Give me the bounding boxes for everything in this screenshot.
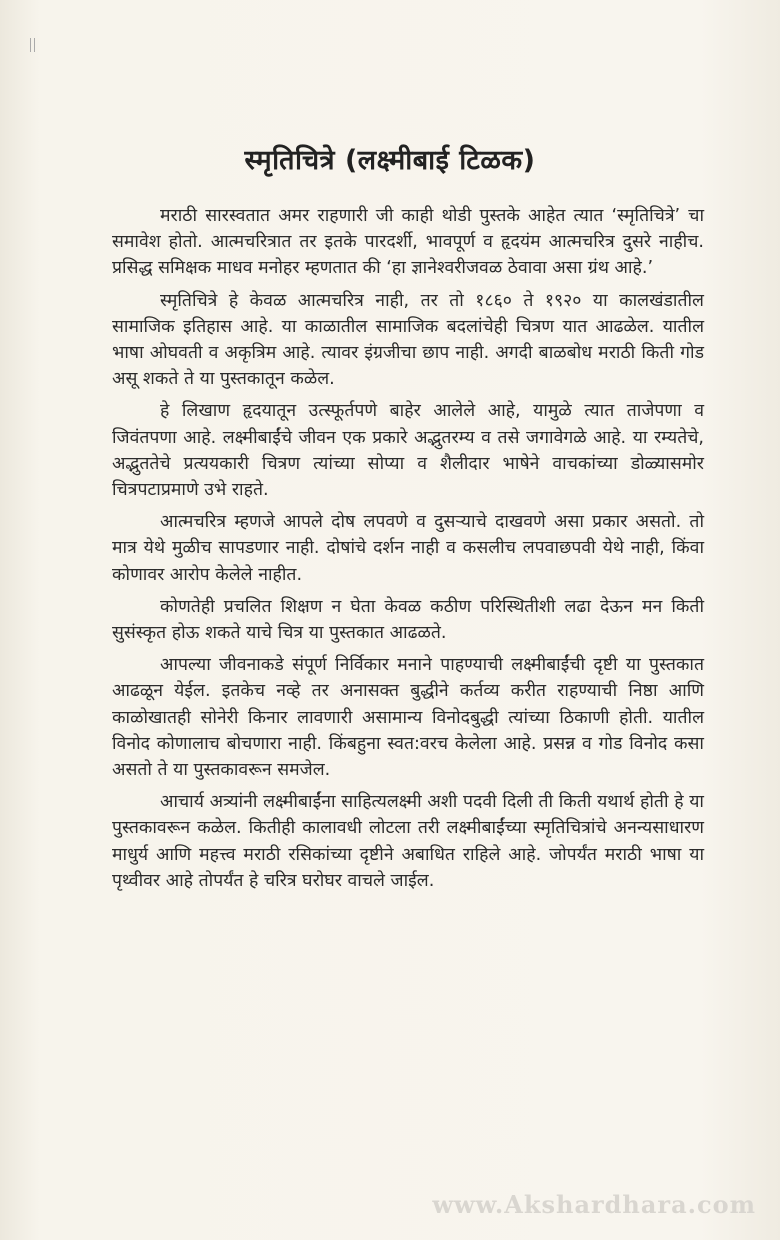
watermark-text: www.Akshardhara.com xyxy=(432,1190,756,1219)
page-mark xyxy=(30,38,35,52)
paragraph-5: कोणतेही प्रचलित शिक्षण न घेता केवळ कठीण परिस्थितीशी लढा देऊन मन किती सुसंस्कृत होऊ शकते याचे चित्र या पुस्तकात आढळते. xyxy=(112,596,704,644)
paragraph-6: आपल्या जीवनाकडे संपूर्ण निर्विकार मनाने पाहण्याची लक्ष्मीबाईंची दृष्टी या पुस्तकात आढळून येईल. इतकेच नव्हे तर अनासक्त बुद्धीने कर्तव्य करीत राहण्याची निष्ठा आणि काळोखातही सोनेरी किनार लावणारी असामान्य विनोदबुद्धी त्यांच्या ठिकाणी होती. यातील विनोद कोणालाच बोचणारा नाही. किंबहुना स्वत:वरच केलेला आहे. प्रसन्न व गोड विनोद कसा असतो ते या पुस्तकावरून समजेल. xyxy=(112,655,704,781)
paragraph-1: मराठी सारस्वतात अमर राहणारी जी काही थोडी पुस्तके आहेत त्यात ‘स्मृतिचित्रे’ चा समावेश होतो. आत्मचरित्रात तर इतके पारदर्शी, भावपूर्ण व हृदयंम आत्मचरित्र दुसरे नाहीच. प्रसिद्ध समिक्षक माधव मनोहर म्हणतात की ‘हा ज्ञानेश्वरीजवळ ठेवावा असा ग्रंथ आहे.’ xyxy=(112,206,704,279)
body-text xyxy=(112,203,704,900)
paragraph-7: आचार्य अत्र्यांनी लक्ष्मीबाईंना साहित्यलक्ष्मी अशी पदवी दिली ती किती यथार्थ होती हे या पुस्तकावरून कळेल. कितीही कालावधी लोटला तरी लक्ष्मीबाईंच्या स्मृतिचित्रांचे अनन्यसाधारण माधुर्य आणि महत्त्व मराठी रसिकांच्या दृष्टीने अबाधित राहिले आहे. जोपर्यंत मराठी भाषा या पृथ्वीवर आहे तोपर्यंत हे चरित्र घरोघर वाचले जाईल. xyxy=(112,792,704,891)
page-title: स्मृतिचित्रे (लक्ष्मीबाई टिळक) xyxy=(244,145,536,176)
paragraph-4: आत्मचरित्र म्हणजे आपले दोष लपवणे व दुसऱ्याचे दाखवणे असा प्रकार असतो. तो मात्र येथे मुळीच सापडणार नाही. दोषांचे दर्शन नाही व कसलीच लपवाछपवी येथे नाही, किंवा कोणावर आरोप केलेले नाहीत. xyxy=(112,512,704,585)
paragraph-3: हे लिखाण हृदयातून उत्स्फूर्तपणे बाहेर आलेले आहे, यामुळे त्यात ताजेपणा व जिवंतपणा आहे. लक्ष्मीबाईंचे जीवन एक प्रकारे अद्भुतरम्य व तसे जगावेगळे आहे. या रम्यतेचे, अद्भुततेचे प्रत्ययकारी चित्रण त्यांच्या सोप्या व शैलीदार भाषेने वाचकांच्या डोळ्यासमोर चित्रपटाप्रमाणे उभे राहते. xyxy=(112,401,704,501)
paragraph-2: स्मृतिचित्रे हे केवळ आत्मचरित्र नाही, तर तो १८६० ते १९२० या कालखंडातील सामाजिक इतिहास आहे. या काळातील सामाजिक बदलांचेही चित्रण यात आढळेल. यातील भाषा ओघवती व अकृत्रिम आहे. त्यावर इंग्रजीचा छाप नाही. अगदी बाळबोध मराठी किती गोड असू शकते ते या पुस्तकातून कळेल. xyxy=(112,290,704,390)
